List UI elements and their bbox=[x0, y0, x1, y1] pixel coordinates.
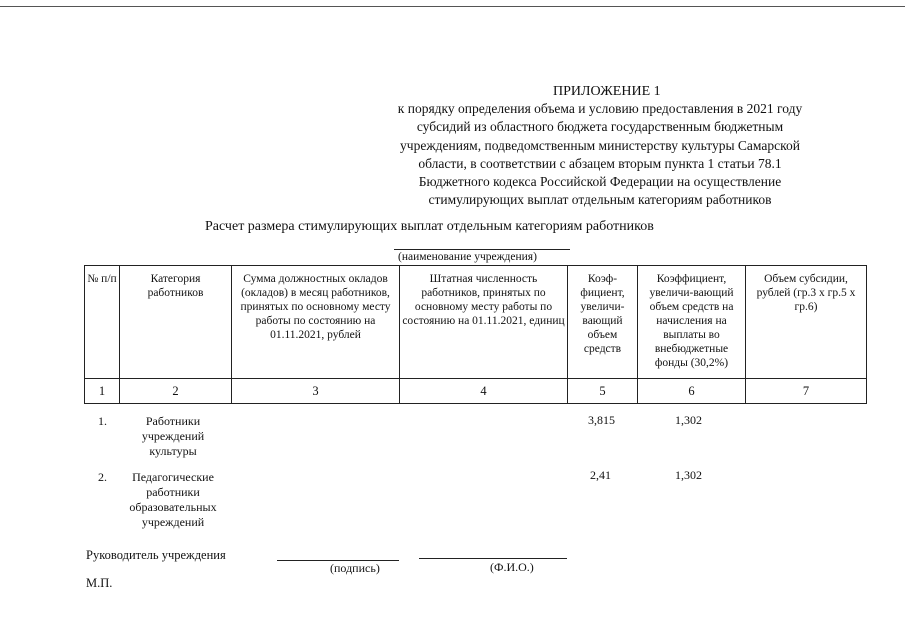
column-number: 1 bbox=[85, 379, 120, 404]
appendix-title: ПРИЛОЖЕНИЕ 1 bbox=[553, 84, 661, 99]
row-2-number: 2. bbox=[98, 470, 107, 484]
head-of-institution-label: Руководитель учреждения bbox=[86, 548, 226, 562]
full-name-label: (Ф.И.О.) bbox=[490, 560, 534, 574]
row-1-coefficient-funds: 1,302 bbox=[675, 413, 702, 427]
appendix-line: области, в соответствии с абзацем вторым пункта 1 статьи 78.1 bbox=[418, 155, 782, 171]
header-coefficient: Коэф-фициент, увеличи-вающий объем средств bbox=[568, 266, 638, 379]
stamp-place-label: М.П. bbox=[86, 576, 113, 590]
row-1-coefficient: 3,815 bbox=[588, 413, 615, 427]
page-top-border bbox=[0, 6, 905, 7]
row-2-coefficient-funds: 1,302 bbox=[675, 468, 702, 482]
table-header-row bbox=[85, 266, 867, 379]
row-1-category: Работники учреждений культуры bbox=[141, 414, 205, 458]
header-salary-sum: Сумма должностных окладов (окладов) в месяц работников, принятых по основному месту работы по состоянию на 01.11.2021, рублей bbox=[232, 266, 400, 379]
appendix-line: Бюджетного кодекса Российской Федерации на осуществление bbox=[418, 174, 782, 190]
header-coefficient-funds: Коэффициент, увеличи-вающий объем средств на начисления на выплаты во внебюджетные фонды (30,2%) bbox=[638, 266, 746, 379]
appendix-line: субсидий из областного бюджета государственным бюджетным bbox=[416, 119, 784, 135]
row-1-number: 1. bbox=[98, 414, 107, 428]
appendix-description bbox=[355, 100, 845, 210]
name-line bbox=[419, 558, 567, 559]
header-subsidy-volume: Объем субсидии, рублей (гр.3 х гр.5 х гр.6) bbox=[746, 266, 867, 379]
document-title: Расчет размера стимулирующих выплат отдельным категориям работников bbox=[205, 219, 654, 234]
signature-label: (подпись) bbox=[330, 561, 380, 575]
header-number: № п/п bbox=[85, 266, 120, 379]
appendix-line: стимулирующих выплат отдельным категориям работников bbox=[428, 192, 772, 208]
appendix-line: учреждениям, подведомственным министерству культуры Самарской bbox=[400, 137, 800, 153]
row-2-category: Педагогические работники образовательных учреждений bbox=[129, 470, 217, 529]
header-staff-count: Штатная численность работников, принятых по основному месту работы по состоянию на 01.11.2021, единиц bbox=[400, 266, 568, 379]
header-category: Категория работников bbox=[120, 266, 232, 379]
appendix-line: к порядку определения объема и условию предоставления в 2021 году bbox=[397, 101, 803, 116]
column-number: 4 bbox=[400, 379, 568, 404]
column-number: 3 bbox=[232, 379, 400, 404]
column-number: 6 bbox=[638, 379, 746, 404]
institution-name-line bbox=[394, 249, 570, 250]
institution-name-label: (наименование учреждения) bbox=[398, 251, 537, 263]
column-number: 2 bbox=[120, 379, 232, 404]
table-column-numbers-row bbox=[85, 379, 867, 404]
row-2-coefficient: 2,41 bbox=[590, 468, 611, 482]
column-number: 5 bbox=[568, 379, 638, 404]
column-number: 7 bbox=[746, 379, 867, 404]
calculation-table bbox=[84, 265, 867, 404]
